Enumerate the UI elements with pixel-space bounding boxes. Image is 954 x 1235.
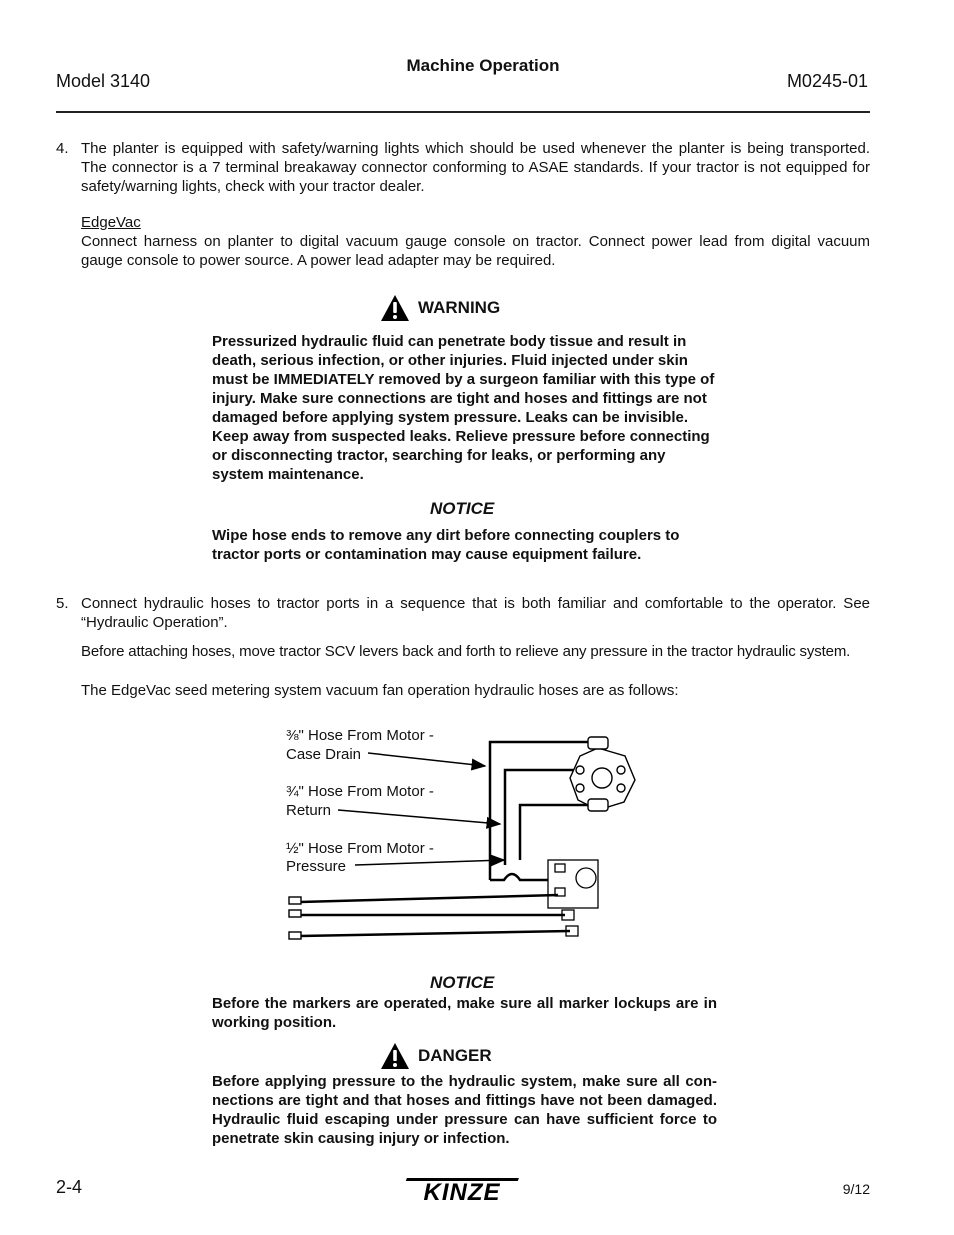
edgevac-text: Connect harness on planter to digital vacuum gauge console on tractor. Connect power lead from digital vacuum gauge console to power source. A power lead adapter may be required. <box>81 233 870 269</box>
step-4-text: The planter is equipped with safety/warning lights which should be used whenever the planter is being transported. The connector is a 7 terminal breakaway connector conforming to ASAE standards. If your tractor is not equipped for safety/warning lights, check with your tractor dealer. <box>81 140 870 195</box>
warning-triangle-icon <box>380 294 410 322</box>
case-drain-label-line2: Case Drain <box>286 746 362 763</box>
danger-heading: DANGER <box>418 1046 492 1065</box>
case-drain-arrow <box>368 753 485 766</box>
section-title: Machine Operation <box>406 56 560 75</box>
notice-markers-text: Before the markers are operated, make sure all marker lockups are in working position. <box>212 995 717 1031</box>
danger-triangle-icon <box>380 1042 410 1070</box>
hydraulic-motor-icon <box>570 737 635 811</box>
notice-text: Wipe hose ends to remove any dirt before connecting couplers to tractor ports or contamination may cause equipment failure. <box>212 527 680 563</box>
pressure-label-line1: ½" Hose From Motor - <box>286 840 434 857</box>
warning-heading: WARNING <box>418 298 501 317</box>
return-label-line2: Return <box>286 802 332 819</box>
hydraulic-hose-diagram <box>280 720 640 950</box>
pressure-arrow <box>355 860 504 865</box>
step-5-text: Connect hydraulic hoses to tractor ports in a sequence that is both familiar and comfortable to the operator. See “Hydraulic Operation”. <box>81 595 870 631</box>
step-4-number: 4. <box>56 140 69 157</box>
return-label-line1: ¾" Hose From Motor - <box>286 783 434 800</box>
edgevac-heading: EdgeVac <box>81 214 141 231</box>
page-number: 2-4 <box>56 1177 83 1197</box>
document-number: M0245-01 <box>786 71 868 91</box>
valve-block-icon <box>548 860 598 936</box>
warning-heading-group <box>380 294 500 322</box>
step-5-hoses-intro: The EdgeVac seed metering system vacuum fan operation hydraulic hoses are as follows: <box>81 682 679 699</box>
return-arrow <box>338 810 500 824</box>
model-label: Model 3140 <box>56 71 151 91</box>
pressure-label-line2: Pressure <box>286 858 347 875</box>
step-5-number: 5. <box>56 595 69 612</box>
svg-text:KINZE: KINZE <box>423 1179 501 1203</box>
warning-text: Pressurized hydraulic fluid can penetrate body tissue and result in death, serious infection, or other injuries. Fluid injected under skin must be IMMEDIATELY removed by a surgeon familiar with this type of injury. Make sure connections are tight and hoses and fittings are not damaged before applying system pressure. Leaks can be invisible. Keep away from suspected leaks. Relieve pressure before connecting or disconnecting tractor, searching for leaks, or performing any system maintenance. <box>212 333 715 483</box>
header-rule <box>56 111 870 113</box>
notice-heading: NOTICE <box>430 499 495 518</box>
danger-heading-group <box>380 1042 492 1070</box>
revision-date: 9/12 <box>842 1181 870 1197</box>
kinze-logo <box>404 1175 522 1203</box>
case-drain-label-line1: ⅜" Hose From Motor - <box>286 727 434 744</box>
danger-text: Before applying pressure to the hydraulic system, make sure all con-nections are tight and that hoses and fittings have not been damaged. Hydraulic fluid escaping under pressure can have sufficient force to penetrate skin causing injury or infection. <box>212 1073 717 1147</box>
notice-heading-markers: NOTICE <box>430 973 495 992</box>
step-5-scv-text: Before attaching hoses, move tractor SCV levers back and forth to relieve any pressure in the tractor hydraulic system. <box>81 643 851 660</box>
coupler-icons <box>289 897 301 939</box>
tractor-hoses <box>300 895 570 936</box>
